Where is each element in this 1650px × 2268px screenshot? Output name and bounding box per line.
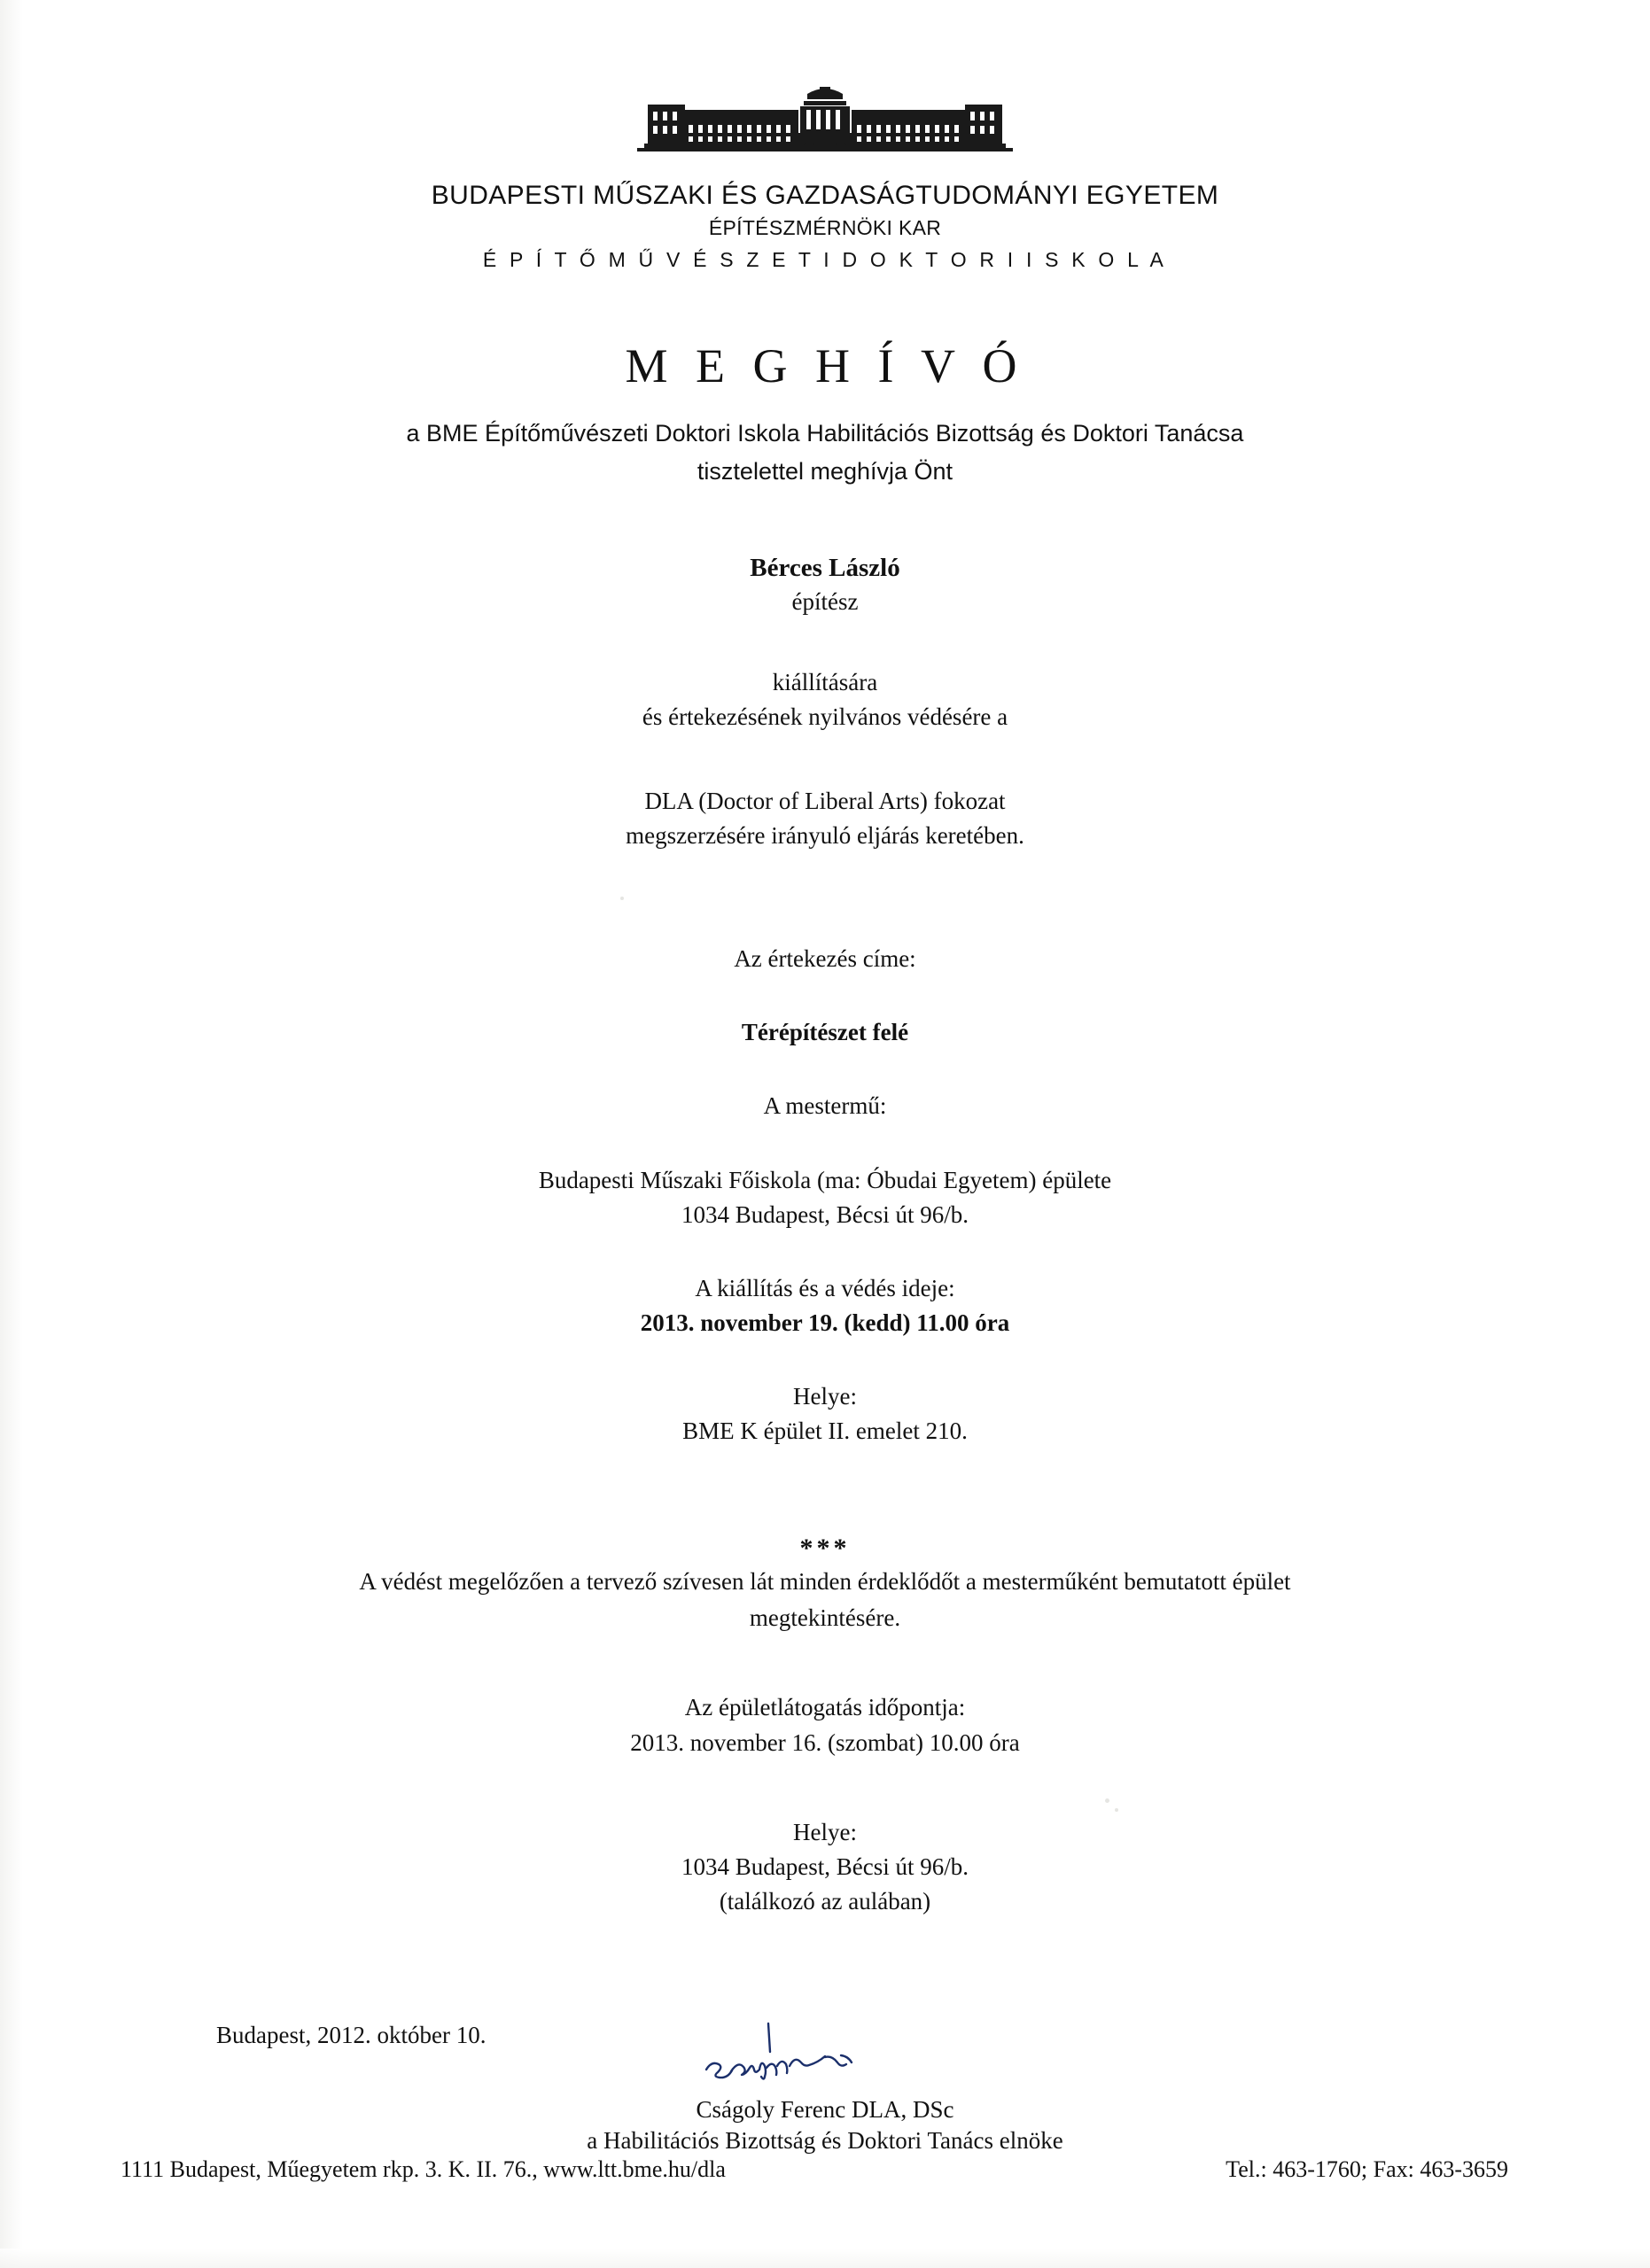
masterwork-label: A mestermű:: [763, 1092, 887, 1120]
visit-note-line-2: megtekintésére.: [749, 1604, 901, 1631]
bme-main-building-engraving-icon: [541, 85, 1109, 165]
signer-role: a Habilitációs Bizottság és Doktori Tanács elnöke: [587, 2127, 1063, 2155]
faculty-name: ÉPÍTÉSZMÉRNÖKI KAR: [708, 216, 942, 240]
letterhead-text-block: [183, 179, 1467, 273]
defence-place-label: Helye:: [793, 1383, 857, 1410]
handwritten-signature-icon: [515, 2015, 1135, 2091]
degree-line: DLA (Doctor of Liberal Arts) fokozat: [644, 787, 1006, 814]
section-separator: ***: [799, 1534, 851, 1564]
defence-place: BME K épület II. emelet 210.: [682, 1418, 968, 1445]
purpose-line-2: és értekezésének nyilvános védésére a: [642, 703, 1008, 730]
visit-place-label: Helye:: [793, 1818, 857, 1845]
visit-place-address: 1034 Budapest, Bécsi út 96/b.: [681, 1852, 969, 1880]
masterwork-address: 1034 Budapest, Bécsi út 96/b.: [681, 1200, 969, 1228]
invitation-line-2: tisztelettel meghívja Önt: [697, 458, 953, 485]
visit-datetime: 2013. november 16. (szombat) 10.00 óra: [630, 1728, 1020, 1756]
signature-block: [515, 2015, 1135, 2155]
invitation-line-1: a BME Építőművészeti Doktori Iskola Habilitációs Bizottság és Doktori Tanácsa: [406, 420, 1244, 447]
procedure-line: megszerzésére irányuló eljárás keretében.: [626, 821, 1024, 849]
defence-time-label: A kiállítás és a védés ideje:: [695, 1274, 955, 1301]
dissertation-label: Az értekezés címe:: [734, 945, 916, 973]
signer-name: Cságoly Ferenc DLA, DSc: [696, 2096, 954, 2124]
defence-datetime: 2013. november 19. (kedd) 11.00 óra: [640, 1309, 1010, 1336]
visit-time-label: Az épületlátogatás időpontja:: [684, 1694, 966, 1721]
institution-name: BUDAPESTI MŰSZAKI ÉS GAZDASÁGTUDOMÁNYI EGYETEM: [431, 181, 1219, 210]
candidate-profession: építész: [791, 587, 859, 615]
candidate-name: Bérces László: [750, 553, 900, 582]
doctoral-school-name: É P Í T Ő M Ű V É S Z E T I D O K T O R I I S K O L A: [482, 247, 1168, 271]
footer-contact: Tel.: 463-1760; Fax: 463-3659: [1226, 2156, 1508, 2182]
issue-date: Budapest, 2012. október 10.: [216, 2022, 486, 2049]
document-content: [183, 0, 1467, 2208]
footer-address: 1111 Budapest, Műegyetem rkp. 3. K. II. 76., www.ltt.bme.hu/dla: [121, 2156, 726, 2182]
page-footer: [121, 2156, 1529, 2183]
purpose-line-1: kiállítására: [772, 668, 878, 695]
scan-edge-bottom: [0, 2249, 1650, 2268]
scan-edge-left: [0, 0, 23, 2268]
masterwork-building: Budapesti Műszaki Főiskola (ma: Óbudai Egyetem) épülete: [538, 1166, 1112, 1193]
visit-note-line-1: A védést megelőzően a tervező szívesen lát minden érdeklődőt a mesterműként bemutatott épület: [359, 1568, 1291, 1596]
page-title: M E G H Í V Ó: [625, 339, 1025, 393]
visit-meeting-point: (találkozó az aulában): [719, 1887, 931, 1915]
dissertation-title: Térépítészet felé: [741, 1019, 909, 1046]
